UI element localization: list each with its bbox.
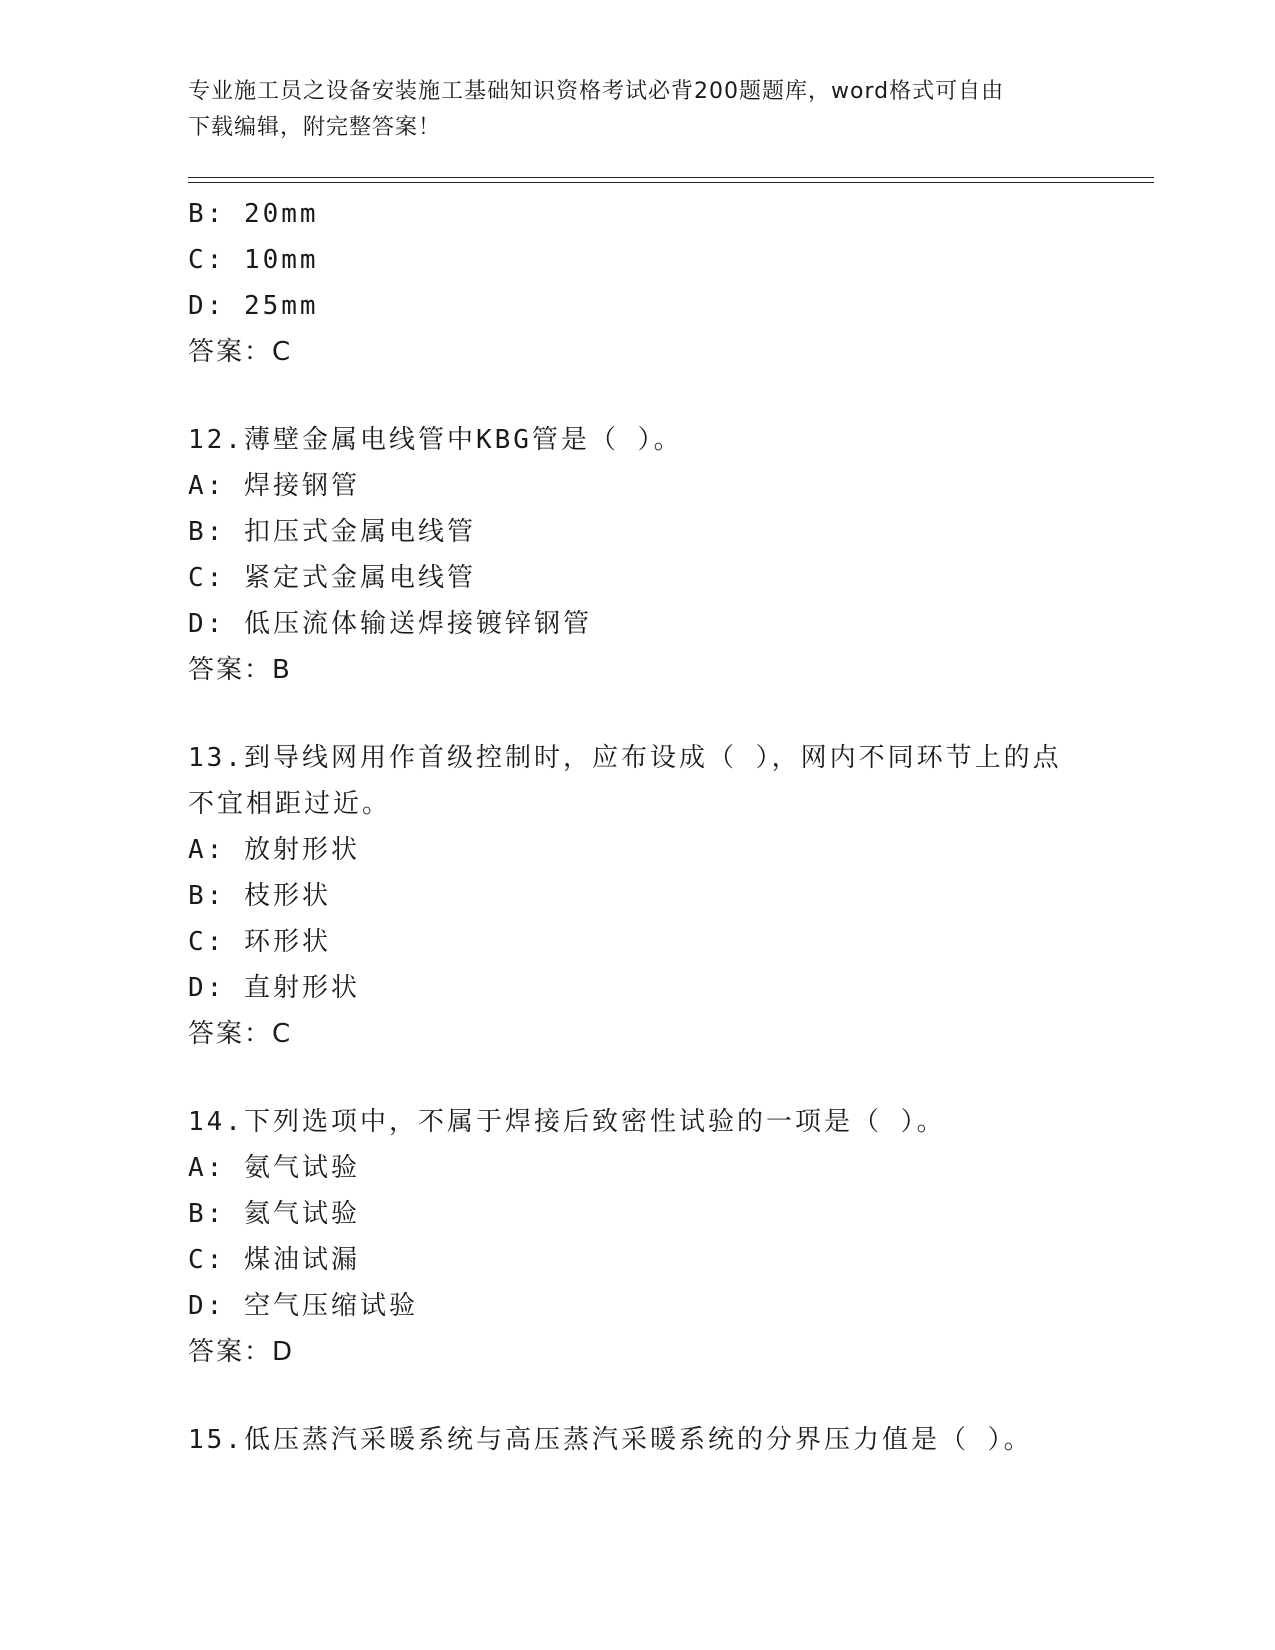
option-b: B: 枝形状 xyxy=(188,881,331,911)
option-c: C: 10mm xyxy=(188,245,319,275)
question-14 xyxy=(188,1099,1088,1375)
header-title-line-2: 下载编辑，附完整答案！ xyxy=(188,115,442,140)
header-rule-top xyxy=(188,177,1154,178)
answer: 答案：C xyxy=(188,337,293,367)
option-a: A: 焊接钢管 xyxy=(188,471,360,501)
header-title-line-1: 专业施工员之设备安装施工基础知识资格考试必背200题题库，word格式可自由 xyxy=(188,79,1005,104)
option-c: C: 煤油试漏 xyxy=(188,1245,360,1275)
question-title: 14.下列选项中，不属于焊接后致密性试验的一项是（ ）。 xyxy=(188,1107,946,1137)
option-a: A: 放射形状 xyxy=(188,835,360,865)
option-d: D: 空气压缩试验 xyxy=(188,1291,418,1321)
option-d: D: 25mm xyxy=(188,291,319,321)
question-15 xyxy=(188,1417,1088,1463)
question-13 xyxy=(188,735,1088,1057)
option-c: C: 环形状 xyxy=(188,927,331,957)
option-b: B: 氦气试验 xyxy=(188,1199,360,1229)
option-b: B: 扣压式金属电线管 xyxy=(188,517,476,547)
answer: 答案：D xyxy=(188,1337,295,1367)
question-list xyxy=(188,191,1088,1463)
option-a: A: 氨气试验 xyxy=(188,1153,360,1183)
answer: 答案：B xyxy=(188,655,292,685)
question-title: 12.薄壁金属电线管中KBG管是（ ）。 xyxy=(188,425,683,455)
option-c: C: 紧定式金属电线管 xyxy=(188,563,476,593)
option-d: D: 直射形状 xyxy=(188,973,360,1003)
question-title: 15.低压蒸汽采暖系统与高压蒸汽采暖系统的分界压力值是（ ）。 xyxy=(188,1425,1033,1455)
option-d: D: 低压流体输送焊接镀锌钢管 xyxy=(188,609,592,639)
answer: 答案：C xyxy=(188,1019,293,1049)
question-title-line-2: 不宜相距过近。 xyxy=(188,789,392,819)
question-title-line-1: 13.到导线网用作首级控制时，应布设成（ ），网内不同环节上的点 xyxy=(188,743,1062,773)
question-12 xyxy=(188,417,1088,693)
question-11-fragment xyxy=(188,191,1088,375)
option-b: B: 20mm xyxy=(188,199,319,229)
header-rule-bottom xyxy=(188,182,1154,183)
document-header xyxy=(188,74,1088,146)
